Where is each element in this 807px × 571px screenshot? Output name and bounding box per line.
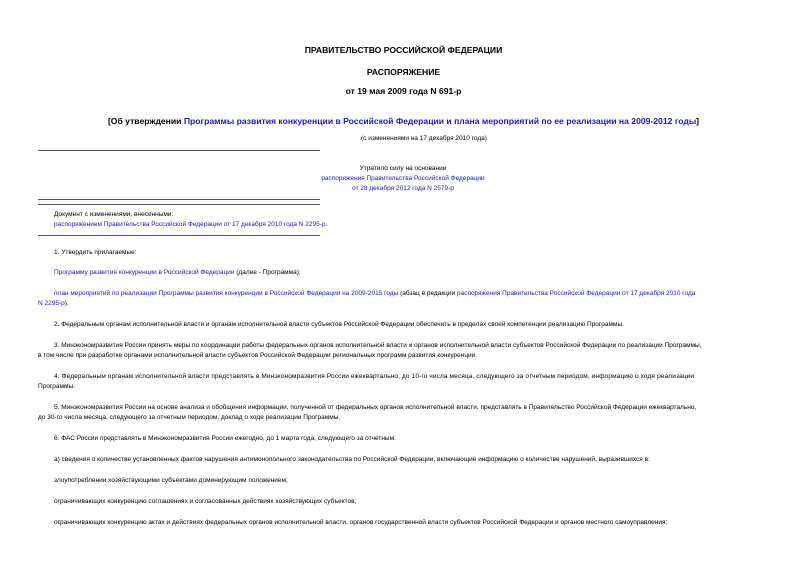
amendments-entry [54,221,327,230]
document-title [0,116,807,126]
divider [38,199,320,200]
paragraph-2: 2. Федеральным органам исполнительной власти и органам исполнительной власти субъектов Российской Федерации обеспечить в пределах своей компетенции реализацию Программы. [54,321,624,328]
government-heading: ПРАВИТЕЛЬСТВО РОССИЙСКОЙ ФЕДЕРАЦИИ [304,45,503,55]
amendment-link[interactable]: распоряжением Правительства Российской Федерации от 17 декабря 2010 года N 2295-р [54,221,326,228]
amendment-end: . [325,221,328,228]
paragraph-6a: а) сведения о количестве установленных фактов нарушения антимонопольного законодательства по Российской Федерации, включающие информацию о количестве нарушений, выразившихся в: [54,456,650,463]
paragraph-6a-item-2: ограничивающих конкуренцию соглашениях и согласованных действиях хозяйствующих субъектов; [54,498,357,505]
plan-link[interactable]: план мероприятий по реализации Программы развития конкуренции в Российской Федерации на 2009-2015 годы [54,290,399,297]
changes-note: (с изменениями на 17 декабря 2010 года) [361,135,487,142]
paragraph-5-cont: до 30-го числа месяца, следующего за отчетным периодом, доклад о ходе реализации Программы. [38,414,341,421]
paragraph-4: 4. Федеральным органам исполнительной власти представлять в Минэкономразвития России ежеквартально, до 10-го числа месяца, следующего за отчетным периодом, информацию о ходе реализации [54,373,695,380]
title-bracket-open: [Об утверждении [107,116,184,126]
paragraph-6: 6. ФАС России представлять в Минэкономразвития России ежегодно, до 1 марта года, следующего за отчетным: [54,435,396,442]
lost-force-line: Утратило силу на основании [359,165,447,172]
paragraph-1b-mid: (абзац в редакции [398,290,457,297]
document-type: РАСПОРЯЖЕНИЕ [366,67,441,77]
document-date-number: от 19 мая 2009 года N 691-р [345,86,462,96]
amendment-ref-number-link[interactable]: N 2295-р [38,300,65,307]
divider [38,150,320,151]
paragraph-3: 3. Минэкономразвития России принять меры по координации работы федеральных органов исполнительной власти и органов исполнительной власти субъектов Российской Федерации по реализации Программы, [54,342,702,349]
paragraph-1b-end: ). [64,300,69,307]
divider [38,235,320,236]
paragraph-1b-cont [38,299,69,309]
title-bracket-close: ] [696,116,700,126]
title-link[interactable]: Программы развития конкуренции в Российской Федерации и плана мероприятий по ее реализации на 2009-2012 годы [183,116,697,126]
amendment-ref-link[interactable]: распоряжения Правительства Российской Федерации от 17 декабря 2010 года [456,290,696,297]
paragraph-1a [54,268,301,278]
divider [38,204,320,205]
lost-force-link[interactable]: распоряжения Правительства Российской Федерации [321,175,485,182]
paragraph-6a-item-3: ограничивающих конкуренцию актах и действиях федеральных органов исполнительной власти, органов государственной власти субъектов Российской Федерации и органов местного самоуправления; [54,519,668,526]
paragraph-6a-item-1: злоупотреблении хозяйствующими субъектами доминирующим положением; [54,477,288,484]
paragraph-1a-rest: (далее - Программа); [234,269,301,276]
paragraph-5: 5. Минэкономразвития России на основе анализа и обобщения информации, полученной от федеральных органов исполнительной власти, представлять в Правительство Российской Федерации ежеквартально, [54,404,697,411]
program-link[interactable]: Программу развития конкуренции в Российской Федерации [54,269,235,276]
paragraph-4-cont: Программы. [38,383,75,390]
lost-force-date-link[interactable]: от 28 декабря 2012 года N 2579-р [352,185,454,192]
amendments-label: Документ с изменениями, внесенными: [54,211,174,218]
paragraph-1: 1. Утвердить прилагаемые: [54,249,137,256]
paragraph-1b [54,289,695,299]
paragraph-3-cont: в том числе при разработке органами исполнительной власти субъектов Российской Федерации региональных программ развития конкуренции. [38,352,478,359]
